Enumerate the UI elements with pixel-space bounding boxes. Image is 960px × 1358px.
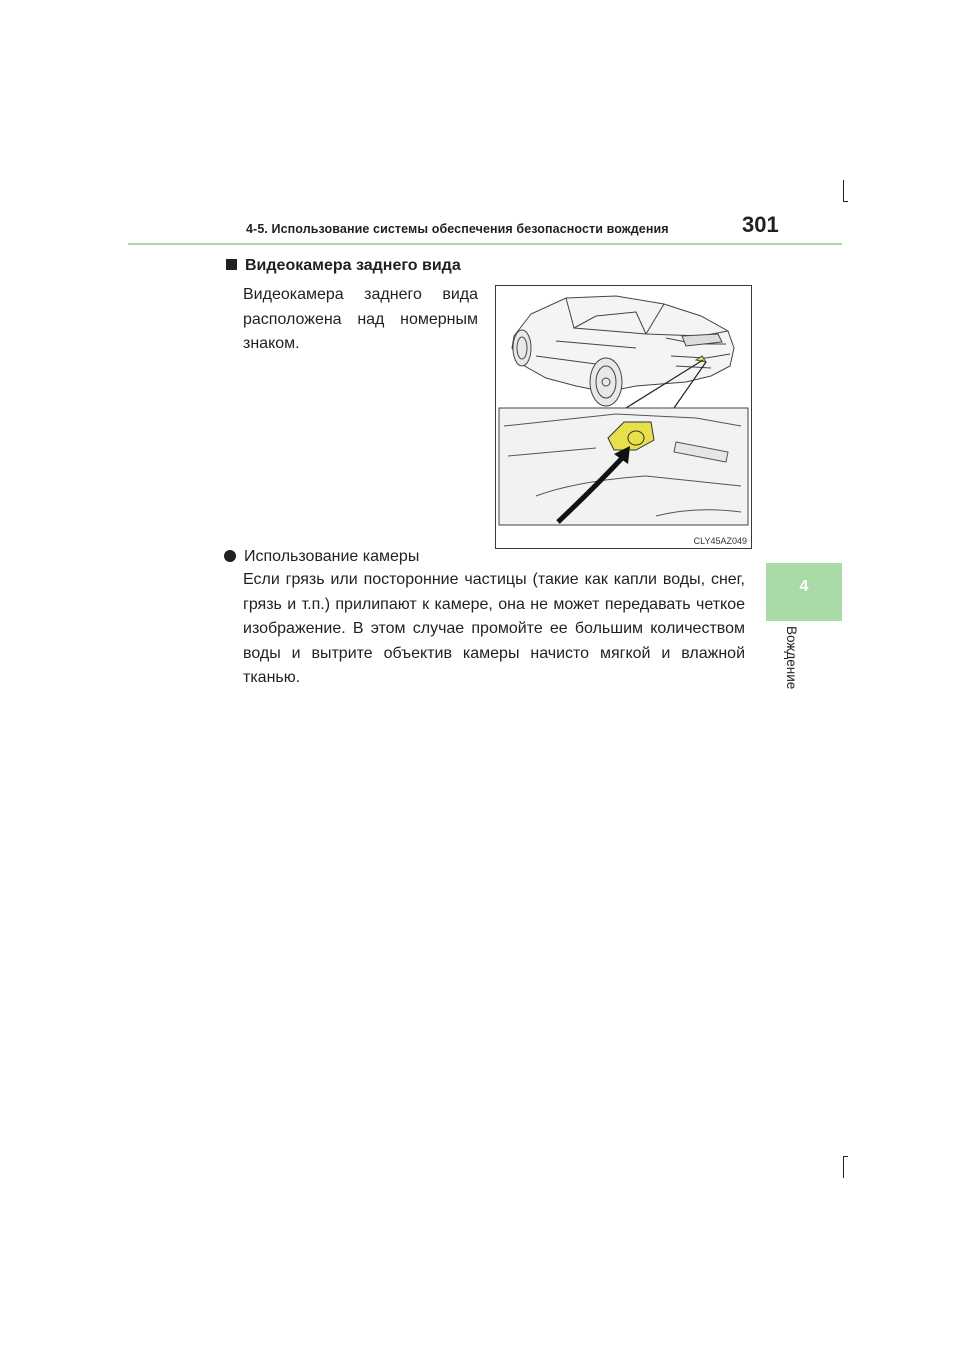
crop-mark-bottom	[843, 1156, 844, 1178]
bullet-paragraph: Если грязь или посторонние частицы (такие как капли воды, снег, грязь и т.п.) прилипают к камере, она не может передавать четкое изображение. В этом случае промойте ее большим количеством воды и вытрите объектив камеры начисто мягкой и влажной тканью.	[243, 571, 745, 686]
header-rule	[128, 243, 842, 245]
figure-code: CLY45AZ049	[693, 536, 747, 546]
car-rear-illustration	[496, 286, 751, 548]
section-heading	[226, 257, 461, 275]
square-bullet-icon	[226, 259, 237, 270]
page-number: 301	[742, 212, 779, 237]
intro-paragraph: Видеокамера заднего вида расположена над номерным знаком.	[243, 286, 478, 352]
round-bullet-icon	[224, 550, 236, 562]
crop-mark-top-foot	[843, 201, 848, 202]
section-heading-text: Видеокамера заднего вида	[245, 257, 461, 274]
header-section-title: 4-5. Использование системы обеспечения безопасности вождения	[246, 222, 669, 236]
chapter-number: 4	[799, 578, 809, 595]
crop-mark-bottom-foot	[843, 1156, 848, 1157]
bullet-item	[224, 548, 419, 566]
camera-location-figure	[495, 285, 752, 549]
chapter-label: Вождение	[784, 626, 799, 690]
bullet-label: Использование камеры	[244, 548, 420, 565]
crop-mark-top	[843, 180, 844, 202]
